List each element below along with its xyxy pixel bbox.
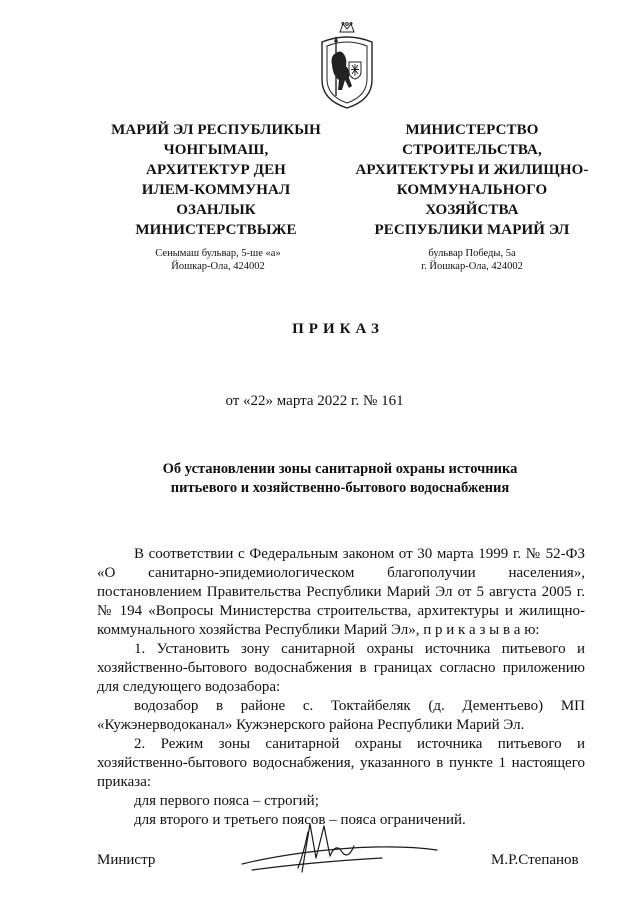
ministry-name-mari xyxy=(88,120,344,240)
ministry-name-russian xyxy=(344,120,600,240)
subject-line: питьевого и хозяйственно-бытового водоснабжения xyxy=(170,480,510,496)
document-date-number: от «22» марта 2022 г. № 161 xyxy=(225,393,404,409)
header-line: МАРИЙ ЭЛ РЕСПУБЛИКЫН xyxy=(111,122,321,138)
address-line: Сенымаш бульвар, 5-ше «а» xyxy=(155,248,281,259)
header-line: МИНИСТЕРСТВО xyxy=(405,122,539,138)
header-line: АРХИТЕКТУРЫ И ЖИЛИЩНО- xyxy=(355,162,589,178)
paragraph-first-belt: для первого пояса – строгий; xyxy=(134,793,319,809)
header-line: ИЛЕМ-КОММУНАЛ xyxy=(141,182,291,198)
paragraph-preamble: В соответствии с Федеральным законом от 30 марта 1999 г. № 52-ФЗ «О санитарно-эпидемиологическом благополучии населения», постановлением Правительства Республики Марий Эл от 5 августа 2005 г. № 194 «Вопросы Министерства строительства, архитектуры и жилищно-коммунального хозяйства Республики Марий Эл», п р и к а з ы в а ю: xyxy=(97,546,585,638)
header-line: АРХИТЕКТУР ДЕН xyxy=(146,162,286,178)
paragraph-second-third-belt: для второго и третьего поясов – пояса ограничений. xyxy=(134,812,466,828)
address-russian xyxy=(372,247,572,273)
header-line: МИНИСТЕРСТВЫЖЕ xyxy=(135,222,297,238)
handwritten-signature xyxy=(232,812,442,884)
header-line: КОММУНАЛЬНОГО xyxy=(396,182,548,198)
document-type: ПРИКАЗ xyxy=(292,321,384,337)
paragraph-item-2: 2. Режим зоны санитарной охраны источника питьевого и хозяйственно-бытового водоснабжения, указанного в пункте 1 настоящего приказа: xyxy=(97,736,585,790)
header-line: СТРОИТЕЛЬСТВА, xyxy=(402,142,542,158)
address-line: г. Йошкар-Ола, 424002 xyxy=(421,261,523,272)
signatory-title: Министр xyxy=(97,852,156,868)
header-line: РЕСПУБЛИКИ МАРИЙ ЭЛ xyxy=(374,222,570,238)
header-line: ЧОНГЫМАШ, xyxy=(163,142,269,158)
subject-line: Об установлении зоны санитарной охраны источника xyxy=(162,461,518,477)
address-mari xyxy=(118,247,318,273)
document-body xyxy=(97,545,585,830)
paragraph-item-1: 1. Установить зону санитарной охраны источника питьевого и хозяйственно-бытового водоснабжения в границах согласно приложению для следующего водозабора: xyxy=(97,641,585,695)
signatory-name: М.Р.Степанов xyxy=(491,852,579,868)
coat-of-arms-icon xyxy=(316,20,378,112)
document-subject xyxy=(100,460,580,498)
address-line: бульвар Победы, 5а xyxy=(428,248,516,259)
address-line: Йошкар-Ола, 424002 xyxy=(171,261,265,272)
header-line: ХОЗЯЙСТВА xyxy=(425,202,519,218)
paragraph-water-intake: водозабор в районе с. Токтайбеляк (д. Дементьево) МП «Кужэнерводоканал» Кужэнерского района Республики Марий Эл. xyxy=(97,698,585,733)
header-line: ОЗАНЛЫК xyxy=(176,202,256,218)
